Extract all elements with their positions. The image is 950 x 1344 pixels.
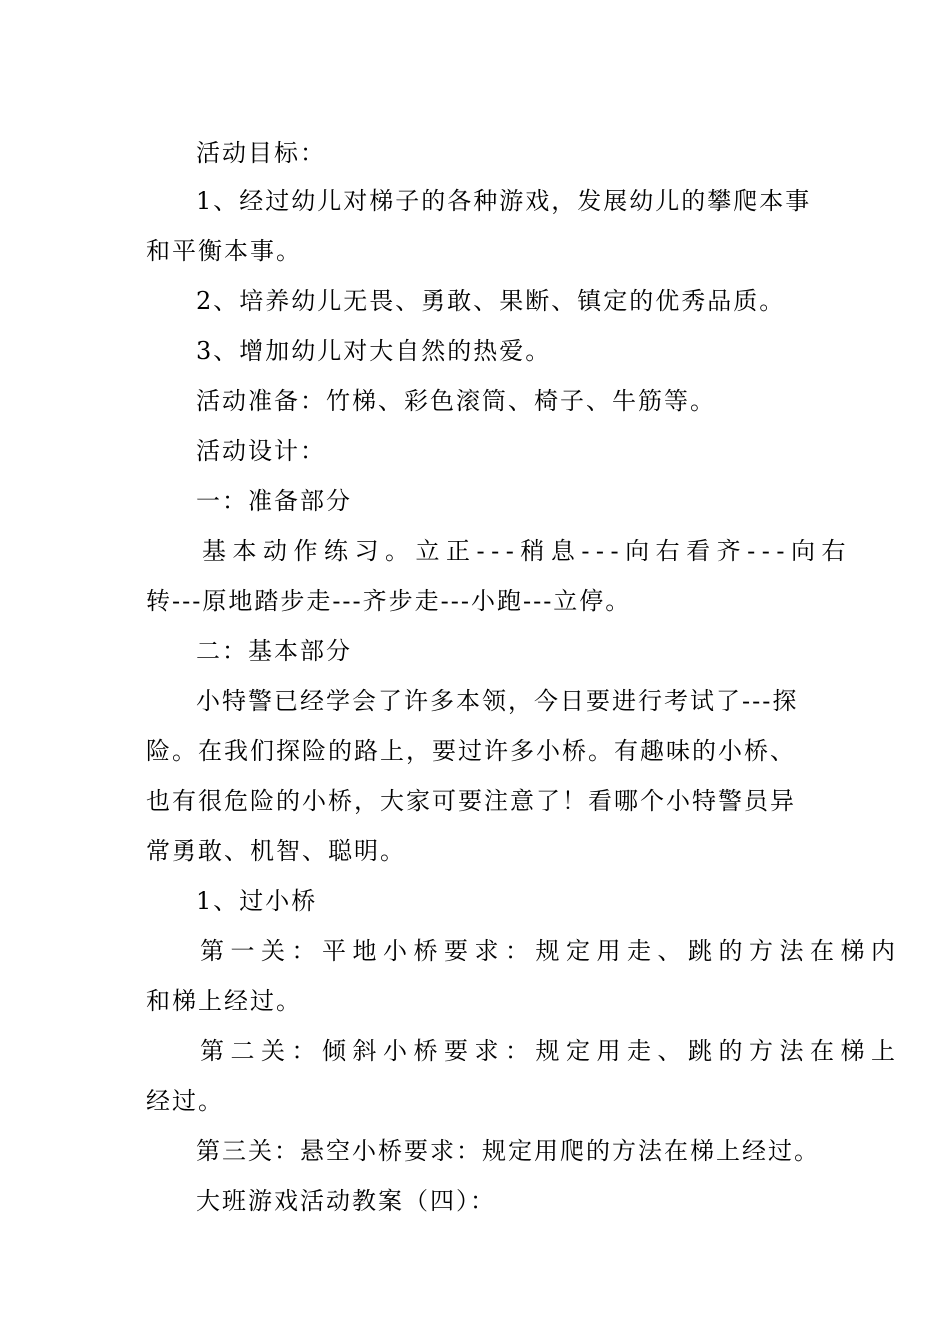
activity-preparation: 活动准备：竹梯、彩色滚筒、椅子、牛筋等。 — [196, 387, 716, 415]
heading-activity-design: 活动设计： — [196, 437, 326, 465]
next-lesson-title: 大班游戏活动教案（四）： — [196, 1187, 496, 1215]
goal-1-line-1: 1、经过幼儿对梯子的各种游戏，发展幼儿的攀爬本事 — [196, 187, 812, 215]
story-line-3: 也有很危险的小桥，大家可要注意了！看哪个小特警员异 — [146, 787, 796, 815]
level-1-line-1: 第一关：平地小桥要求：规定用走、跳的方法在梯内 — [200, 937, 902, 965]
story-line-2: 险。在我们探险的路上，要过许多小桥。有趣味的小桥、 — [146, 737, 796, 765]
basic-moves-line-1: 基本动作练习。立正---稍息---向右看齐---向右 — [202, 537, 852, 565]
basic-moves-line-2: 转---原地踏步走---齐步走---小跑---立停。 — [146, 587, 632, 615]
goal-2: 2、培养幼儿无畏、勇敢、果断、镇定的优秀品质。 — [196, 287, 786, 315]
level-1-line-2: 和梯上经过。 — [146, 987, 302, 1015]
goal-1-line-2: 和平衡本事。 — [146, 237, 302, 265]
section-1-heading: 一：准备部分 — [196, 487, 352, 515]
story-line-1: 小特警已经学会了许多本领，今日要进行考试了---探 — [196, 687, 799, 715]
level-3: 第三关：悬空小桥要求：规定用爬的方法在梯上经过。 — [196, 1137, 820, 1165]
bridge-heading: 1、过小桥 — [196, 887, 318, 915]
section-2-heading: 二：基本部分 — [196, 637, 352, 665]
story-line-4: 常勇敢、机智、聪明。 — [146, 837, 406, 865]
goal-3: 3、增加幼儿对大自然的热爱。 — [196, 337, 552, 365]
level-2-line-2: 经过。 — [146, 1087, 224, 1115]
heading-activity-goals: 活动目标： — [196, 139, 326, 167]
level-2-line-1: 第二关：倾斜小桥要求：规定用走、跳的方法在梯上 — [200, 1037, 902, 1065]
